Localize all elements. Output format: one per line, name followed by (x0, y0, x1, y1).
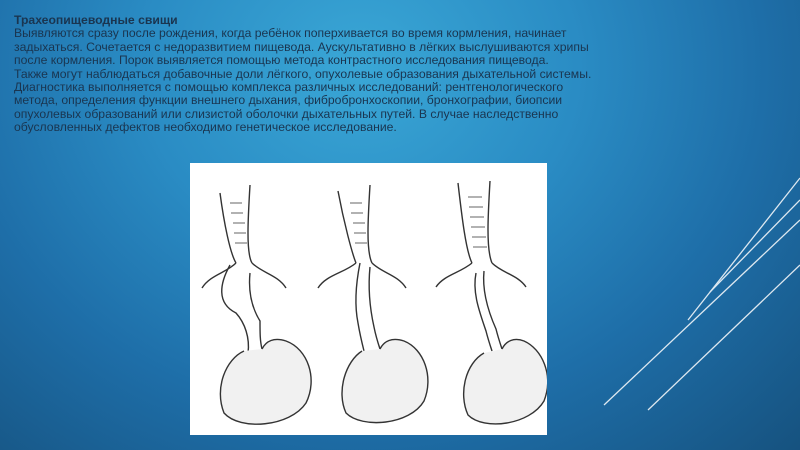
slide-body: Выявляются сразу после рождения, когда ребёнок поперхивается во время кормления, начинает задыхаться. Сочетается с недоразвитием пищевода. Аускультативно в лёгких выслушиваются хрипы после кормления. Порок выявляется помощью метода контрастного исследования пищевода. Также могут наблюдаться добавочные доли лёгкого, опухолевые образования дыхательной системы. Диагностика выполняется с помощью комплекса различных исследований: рентгенологического метода, определения функции внешнего дыхания, фибробронхоскопии, бронхографии, биопсии опухолевых образований или слизистой оболочки дыхательных путей. В случае наследственно обусловленных дефектов необходимо генетическое исследование. (14, 26, 592, 135)
text-block (14, 14, 784, 135)
fistula-variant-1 (202, 185, 311, 424)
anatomy-illustration (190, 163, 547, 435)
tracheoesophageal-fistula-drawing (190, 163, 547, 435)
fistula-variant-2 (318, 185, 428, 423)
slide-title: Трахеопищеводные свищи (14, 13, 178, 27)
fistula-variant-3 (436, 181, 547, 424)
